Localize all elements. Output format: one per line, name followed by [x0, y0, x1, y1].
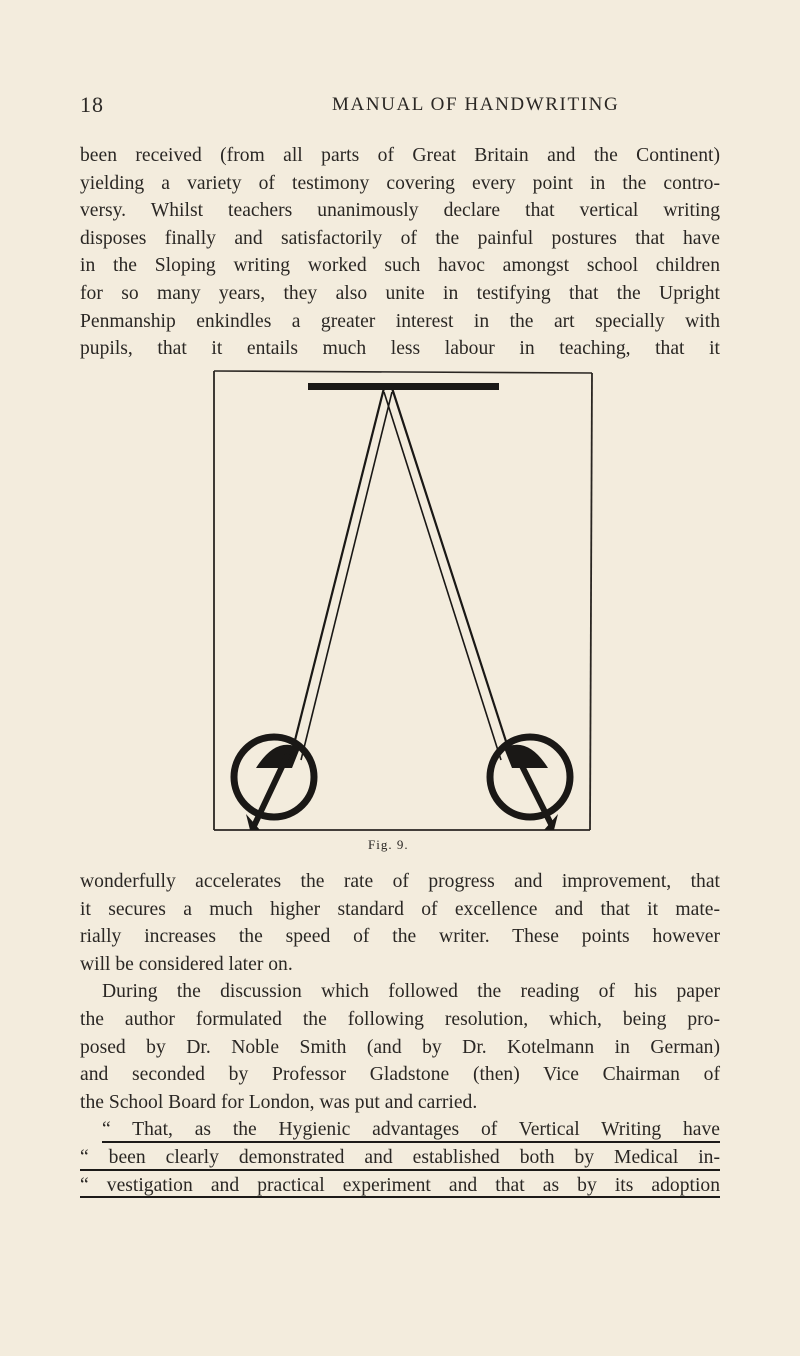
right-eye-icon	[490, 737, 570, 830]
text-line: versy. Whilst teachers unanimously declare that vertical writing	[80, 200, 720, 222]
right-sight-line	[384, 388, 512, 760]
underline-rule	[80, 1169, 720, 1171]
resolution-line	[80, 1116, 720, 1144]
text-line: rially increases the speed of the writer. These points however	[80, 926, 720, 948]
frame-top-line	[214, 371, 592, 373]
text-line: yielding a variety of testimony covering every point in the contro-	[80, 172, 720, 194]
writing-line-bar	[308, 383, 499, 390]
text-line: and seconded by Professor Gladstone (then) Vice Chairman of	[80, 1064, 720, 1086]
underline-rule	[80, 1196, 720, 1198]
left-eye-icon	[234, 737, 314, 830]
text-line: it secures a much higher standard of excellence and that it mate-	[80, 898, 720, 920]
underline-rule	[102, 1141, 720, 1143]
left-sight-line	[290, 388, 392, 760]
text-line: wonderfully accelerates the rate of progress and improvement, that	[80, 871, 720, 892]
text-line: the author formulated the following resolution, which, being pro-	[80, 1008, 720, 1030]
text-line: pupils, that it entails much less labour in teaching, that it	[80, 338, 720, 360]
figure-eyes-to-paper-diagram	[160, 368, 640, 838]
frame-right-line	[590, 373, 592, 830]
text-line: for so many years, they also unite in testifying that the Upright	[80, 282, 720, 304]
resolution-line	[80, 1172, 720, 1200]
running-head: MANUAL OF HANDWRITING	[332, 94, 620, 115]
text-line: disposes finally and satisfactorily of the painful postures that have	[80, 227, 720, 249]
text-line: will be considered later on.	[80, 953, 293, 975]
body-text-bottom	[80, 868, 720, 1199]
figure-illustration	[160, 368, 640, 838]
text-line: Penmanship enkindles a greater interest in the art specially with	[80, 310, 720, 332]
text-line: During the discussion which followed the reading of his paper	[102, 981, 720, 1003]
text-line: the School Board for London, was put and carried.	[80, 1091, 478, 1113]
resolution-line	[80, 1144, 720, 1172]
figure-caption: Fig. 9.	[368, 837, 409, 852]
text-line: been received (from all parts of Great Britain and the Continent)	[80, 145, 720, 166]
text-line: in the Sloping writing worked such havoc amongst school children	[80, 255, 720, 277]
resolution-text: “ vestigation and practical experiment and that as by its adoption	[80, 1174, 720, 1196]
text-line: posed by Dr. Noble Smith (and by Dr. Kotelmann in German)	[80, 1036, 720, 1058]
page-header	[80, 92, 720, 124]
resolution-text: “ That, as the Hygienic advantages of Vertical Writing have	[102, 1119, 720, 1141]
page-number: 18	[80, 92, 104, 117]
body-text-top	[80, 142, 720, 363]
resolution-text: “ been clearly demonstrated and established both by Medical in-	[80, 1146, 720, 1168]
